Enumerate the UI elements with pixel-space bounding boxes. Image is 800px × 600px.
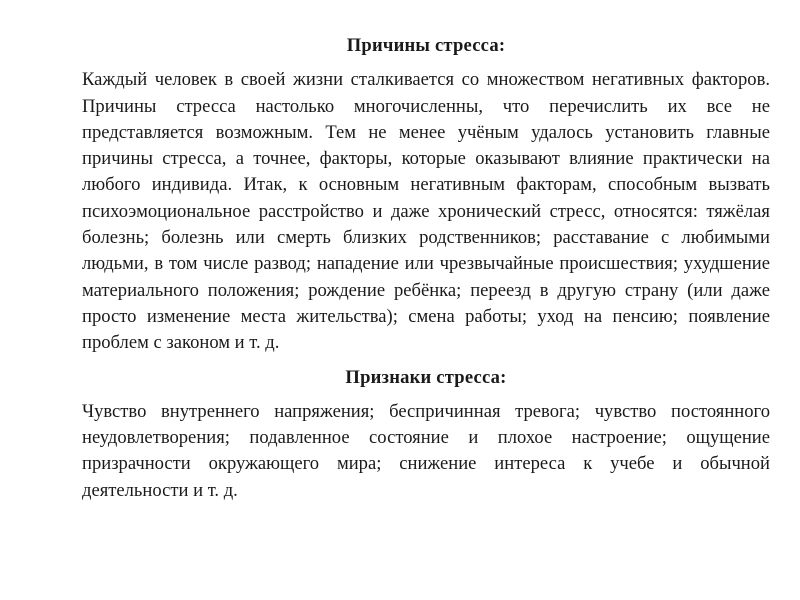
section-heading-signs: Признаки стресса: [345,366,507,388]
section-text-signs: Чувство внутреннего напряжения; беспричинная тревога; чувство постоянного неудовлетворения; подавленное состояние и плохое настроение; ощущение призрачности окружающего мира; снижение интереса к учебе и обычной деятельности и т. д. [82,400,770,501]
section-heading-causes: Причины стресса: [346,35,506,56]
section-text-causes: Каждый человек в своей жизни сталкивается со множеством негативных факторов. Причины стресса настолько многочисленны, что перечислить их все не представляется возможным. Тем не менее учёным удалось установить главные причины стресса, а точнее, факторы, которые оказывают влияние практически на любого индивида. Итак, к основным негативным факторам, способным вызвать психоэмоциональное расстройство и даже хронический стресс, относятся: тяжёлая болезнь; болезнь или смерть близких родственников; расставание с любимыми людьми, в том числе развод; нападение или чрезвычайные происшествия; ухудшение материального положения; рождение ребёнка; переезд в другую страну (или даже просто изменение места жительства); смена работы; уход на пенсию; появление проблем с законом и т. д. [82,69,770,354]
document-page [82,33,770,504]
